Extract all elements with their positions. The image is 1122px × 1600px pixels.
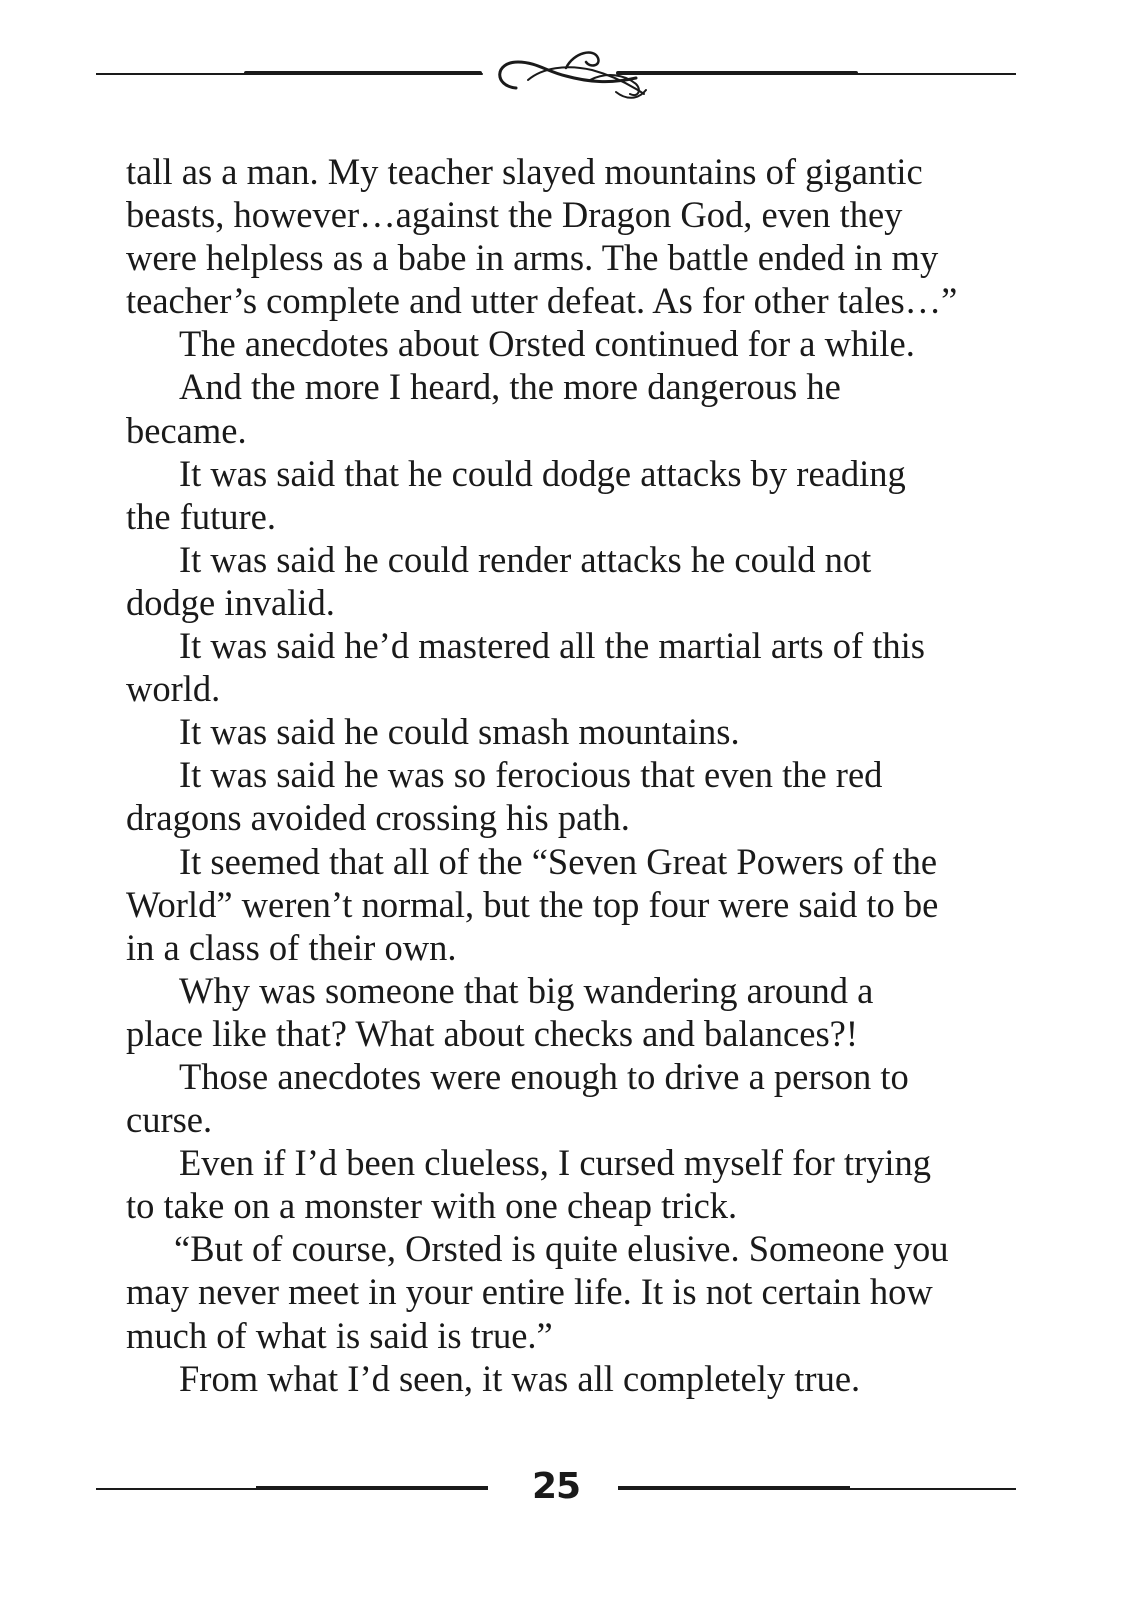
text-line: world. — [126, 668, 221, 710]
text-line: Those anecdotes were enough to drive a person to — [179, 1055, 909, 1097]
text-line: It was said he could smash mountains. — [179, 711, 740, 753]
text-line: tall as a man. My teacher slayed mountains of gigantic — [126, 151, 923, 192]
text-line: It was said he was so ferocious that even the red — [179, 754, 883, 796]
text-line: in a class of their own. — [126, 926, 457, 968]
page-number: 25 — [531, 1466, 581, 1507]
header-ornament-divider — [96, 40, 1016, 110]
text-line: place like that? What about checks and balances?! — [126, 1012, 859, 1054]
text-line: dragons avoided crossing his path. — [126, 797, 630, 839]
text-line: It seemed that all of the “Seven Great Powers of the — [179, 840, 938, 882]
text-line: to take on a monster with one cheap trick. — [126, 1185, 738, 1227]
text-line: dodge invalid. — [126, 581, 335, 623]
text-line: From what I’d seen, it was all completely true. — [179, 1357, 861, 1399]
text-line: It was said that he could dodge attacks by reading — [179, 452, 906, 494]
text-line: beasts, however…against the Dragon God, even they — [126, 194, 903, 236]
text-line: World” weren’t normal, but the top four were said to be — [126, 883, 939, 925]
text-line: the future. — [126, 495, 276, 537]
footer-rule-right — [618, 1488, 1016, 1490]
text-line: It was said he’d mastered all the martial arts of this — [179, 625, 925, 667]
page-footer — [96, 1462, 1016, 1512]
text-line: may never meet in your entire life. It is not certain how — [126, 1271, 933, 1313]
body-text — [126, 150, 966, 1400]
text-line: “But of course, Orsted is quite elusive. Someone you — [174, 1228, 949, 1270]
footer-rule-left-accent — [256, 1486, 488, 1490]
text-line: were helpless as a babe in arms. The battle ended in my — [126, 237, 939, 279]
text-line: Why was someone that big wandering around a — [179, 969, 874, 1011]
text-line: Even if I’d been clueless, I cursed myself for trying — [179, 1142, 932, 1184]
text-line: curse. — [126, 1099, 213, 1141]
text-line: The anecdotes about Orsted continued for a while. — [179, 323, 915, 365]
text-line: And the more I heard, the more dangerous he — [179, 366, 841, 408]
text-line: became. — [126, 409, 247, 451]
text-line: It was said he could render attacks he could not — [179, 538, 872, 580]
text-line: much of what is said is true.” — [126, 1314, 553, 1356]
text-line: teacher’s complete and utter defeat. As for other tales…” — [126, 280, 958, 322]
